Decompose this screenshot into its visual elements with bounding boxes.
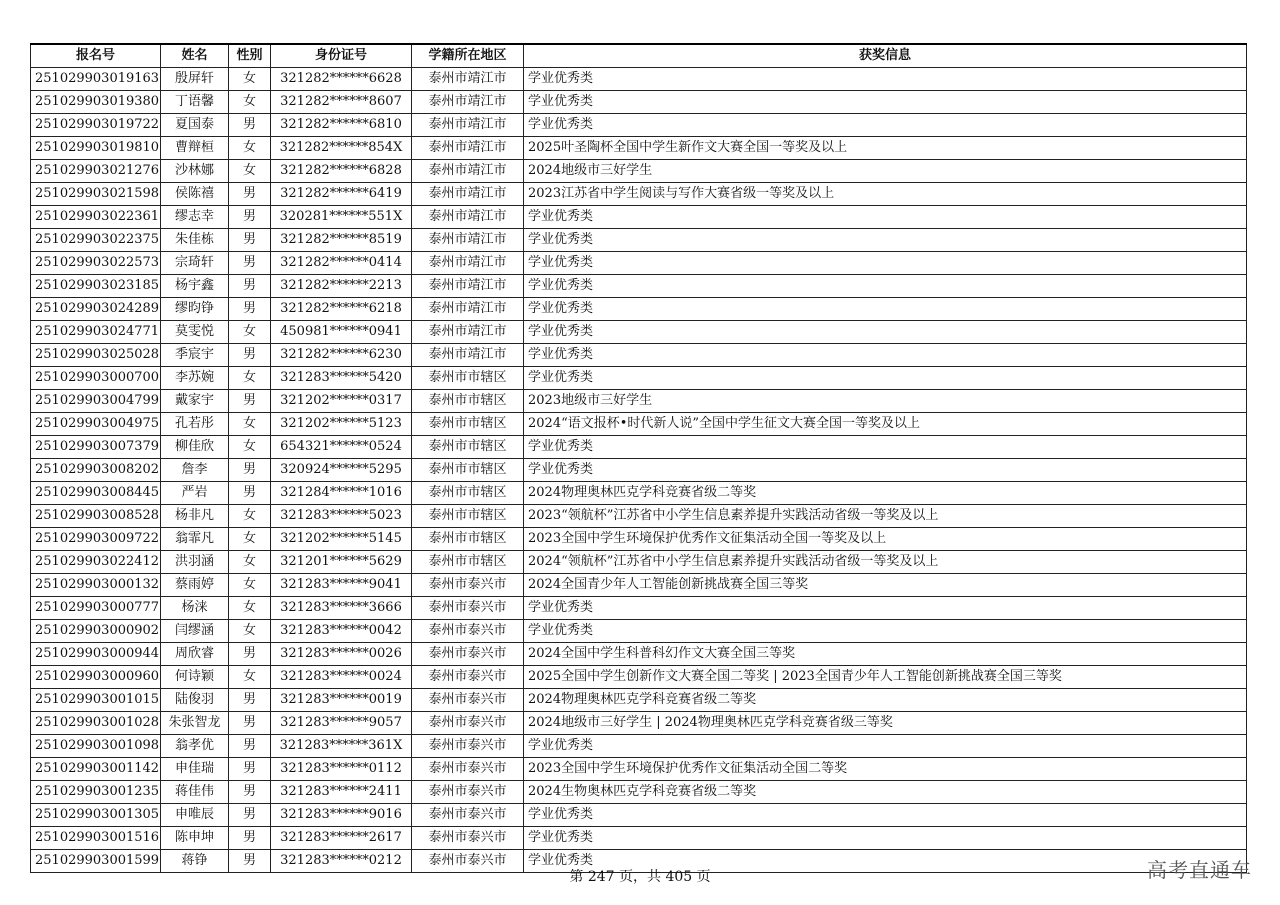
id-number-cell: 321283******0024 xyxy=(271,666,412,689)
name-cell: 杨非凡 xyxy=(161,505,229,528)
award-info-cell: 学业优秀类 xyxy=(524,229,1247,252)
school-region-cell: 泰州市市辖区 xyxy=(412,413,524,436)
school-region-cell: 泰州市泰兴市 xyxy=(412,758,524,781)
table-row xyxy=(31,229,1247,252)
gender-cell: 女 xyxy=(229,137,271,160)
gender-cell: 男 xyxy=(229,252,271,275)
name-cell: 曹辩桓 xyxy=(161,137,229,160)
table-row xyxy=(31,68,1247,91)
school-region-cell: 泰州市市辖区 xyxy=(412,551,524,574)
award-info-cell: 2023“领航杯”江苏省中小学生信息素养提升实践活动省级一等奖及以上 xyxy=(524,505,1247,528)
name-cell: 夏国泰 xyxy=(161,114,229,137)
header-registration-number: 报名号 xyxy=(31,44,161,68)
id-number-cell: 321282******6628 xyxy=(271,68,412,91)
table-row xyxy=(31,183,1247,206)
award-info-cell: 2024生物奥林匹克学科竞赛省级二等奖 xyxy=(524,781,1247,804)
registration-number-cell: 251029903025028 xyxy=(31,344,161,367)
school-region-cell: 泰州市市辖区 xyxy=(412,367,524,390)
id-number-cell: 321283******3666 xyxy=(271,597,412,620)
table-row xyxy=(31,827,1247,850)
name-cell: 宗琦轩 xyxy=(161,252,229,275)
table-row xyxy=(31,275,1247,298)
award-info-cell: 学业优秀类 xyxy=(524,827,1247,850)
award-info-cell: 2025全国中学生创新作文大赛全国二等奖 | 2023全国青少年人工智能创新挑战赛全国三等奖 xyxy=(524,666,1247,689)
gender-cell: 女 xyxy=(229,597,271,620)
registration-number-cell: 251029903019722 xyxy=(31,114,161,137)
name-cell: 季宸宇 xyxy=(161,344,229,367)
gender-cell: 男 xyxy=(229,183,271,206)
registration-number-cell: 251029903001516 xyxy=(31,827,161,850)
award-info-cell: 学业优秀类 xyxy=(524,206,1247,229)
id-number-cell: 321201******5629 xyxy=(271,551,412,574)
registration-number-cell: 251029903024771 xyxy=(31,321,161,344)
gender-cell: 男 xyxy=(229,390,271,413)
gender-cell: 女 xyxy=(229,551,271,574)
gender-cell: 女 xyxy=(229,574,271,597)
gender-cell: 男 xyxy=(229,229,271,252)
award-info-cell: 2023地级市三好学生 xyxy=(524,390,1247,413)
name-cell: 莫雯悦 xyxy=(161,321,229,344)
registration-number-cell: 251029903000960 xyxy=(31,666,161,689)
id-number-cell: 321282******6810 xyxy=(271,114,412,137)
school-region-cell: 泰州市市辖区 xyxy=(412,459,524,482)
registration-number-cell: 251029903000944 xyxy=(31,643,161,666)
gender-cell: 男 xyxy=(229,643,271,666)
id-number-cell: 321202******5145 xyxy=(271,528,412,551)
school-region-cell: 泰州市靖江市 xyxy=(412,344,524,367)
table-row xyxy=(31,712,1247,735)
registration-number-cell: 251029903001142 xyxy=(31,758,161,781)
school-region-cell: 泰州市泰兴市 xyxy=(412,620,524,643)
registration-number-cell: 251029903023185 xyxy=(31,275,161,298)
registration-number-cell: 251029903022573 xyxy=(31,252,161,275)
award-info-cell: 2024全国青少年人工智能创新挑战赛全国三等奖 xyxy=(524,574,1247,597)
school-region-cell: 泰州市泰兴市 xyxy=(412,712,524,735)
header-name: 姓名 xyxy=(161,44,229,68)
name-cell: 朱张智龙 xyxy=(161,712,229,735)
table-row xyxy=(31,804,1247,827)
school-region-cell: 泰州市靖江市 xyxy=(412,160,524,183)
header-school-region: 学籍所在地区 xyxy=(412,44,524,68)
table-row xyxy=(31,666,1247,689)
award-info-cell: 学业优秀类 xyxy=(524,597,1247,620)
school-region-cell: 泰州市市辖区 xyxy=(412,436,524,459)
name-cell: 殷屏轩 xyxy=(161,68,229,91)
table-row xyxy=(31,252,1247,275)
registration-number-cell: 251029903000700 xyxy=(31,367,161,390)
table-row xyxy=(31,620,1247,643)
award-info-cell: 学业优秀类 xyxy=(524,252,1247,275)
id-number-cell: 321282******854X xyxy=(271,137,412,160)
table-row xyxy=(31,689,1247,712)
id-number-cell: 321283******5420 xyxy=(271,367,412,390)
id-number-cell: 321282******6230 xyxy=(271,344,412,367)
header-gender: 性别 xyxy=(229,44,271,68)
award-info-cell: 学业优秀类 xyxy=(524,735,1247,758)
table-row xyxy=(31,574,1247,597)
id-number-cell: 321283******0026 xyxy=(271,643,412,666)
award-info-cell: 学业优秀类 xyxy=(524,804,1247,827)
gender-cell: 男 xyxy=(229,735,271,758)
gender-cell: 男 xyxy=(229,206,271,229)
registration-number-cell: 251029903022361 xyxy=(31,206,161,229)
registration-number-cell: 251029903019380 xyxy=(31,91,161,114)
gender-cell: 女 xyxy=(229,367,271,390)
award-info-cell: 2023江苏省中学生阅读与写作大赛省级一等奖及以上 xyxy=(524,183,1247,206)
school-region-cell: 泰州市靖江市 xyxy=(412,252,524,275)
registration-number-cell: 251029903001028 xyxy=(31,712,161,735)
registration-number-cell: 251029903000777 xyxy=(31,597,161,620)
gender-cell: 男 xyxy=(229,275,271,298)
gender-cell: 男 xyxy=(229,459,271,482)
gender-cell: 女 xyxy=(229,620,271,643)
name-cell: 闫缪涵 xyxy=(161,620,229,643)
name-cell: 洪羽涵 xyxy=(161,551,229,574)
registration-number-cell: 251029903009722 xyxy=(31,528,161,551)
award-info-cell: 学业优秀类 xyxy=(524,459,1247,482)
table-row xyxy=(31,459,1247,482)
name-cell: 严岩 xyxy=(161,482,229,505)
award-info-cell: 学业优秀类 xyxy=(524,91,1247,114)
table-row xyxy=(31,321,1247,344)
registration-number-cell: 251029903008528 xyxy=(31,505,161,528)
id-number-cell: 320281******551X xyxy=(271,206,412,229)
name-cell: 陈申坤 xyxy=(161,827,229,850)
school-region-cell: 泰州市靖江市 xyxy=(412,206,524,229)
id-number-cell: 321283******9041 xyxy=(271,574,412,597)
award-info-cell: 学业优秀类 xyxy=(524,68,1247,91)
gender-cell: 男 xyxy=(229,804,271,827)
gender-cell: 女 xyxy=(229,436,271,459)
table-row xyxy=(31,528,1247,551)
page-number: 第 247 页，共 405 页 xyxy=(569,869,711,885)
id-number-cell: 654321******0524 xyxy=(271,436,412,459)
name-cell: 杨宇鑫 xyxy=(161,275,229,298)
registration-number-cell: 251029903001599 xyxy=(31,850,161,873)
watermark-text: 高考直通车 xyxy=(1147,858,1252,882)
table-row xyxy=(31,482,1247,505)
name-cell: 周欣睿 xyxy=(161,643,229,666)
registration-number-cell: 251029903024289 xyxy=(31,298,161,321)
table-row xyxy=(31,781,1247,804)
name-cell: 陆俊羽 xyxy=(161,689,229,712)
registration-number-cell: 251029903001098 xyxy=(31,735,161,758)
registration-number-cell: 251029903008202 xyxy=(31,459,161,482)
name-cell: 沙林娜 xyxy=(161,160,229,183)
award-info-cell: 学业优秀类 xyxy=(524,367,1247,390)
award-info-cell: 学业优秀类 xyxy=(524,850,1247,873)
award-info-cell: 2024“领航杯”江苏省中小学生信息素养提升实践活动省级一等奖及以上 xyxy=(524,551,1247,574)
gender-cell: 女 xyxy=(229,321,271,344)
table-row xyxy=(31,114,1247,137)
name-cell: 翁孝优 xyxy=(161,735,229,758)
award-info-cell: 2025叶圣陶杯全国中学生新作文大赛全国一等奖及以上 xyxy=(524,137,1247,160)
id-number-cell: 321282******6828 xyxy=(271,160,412,183)
id-number-cell: 320924******5295 xyxy=(271,459,412,482)
id-number-cell: 321283******361X xyxy=(271,735,412,758)
id-number-cell: 321282******6218 xyxy=(271,298,412,321)
school-region-cell: 泰州市泰兴市 xyxy=(412,666,524,689)
name-cell: 李苏婉 xyxy=(161,367,229,390)
school-region-cell: 泰州市靖江市 xyxy=(412,298,524,321)
id-number-cell: 321283******2411 xyxy=(271,781,412,804)
gender-cell: 男 xyxy=(229,758,271,781)
id-number-cell: 321282******8519 xyxy=(271,229,412,252)
school-region-cell: 泰州市泰兴市 xyxy=(412,781,524,804)
table-body xyxy=(31,68,1247,873)
award-info-cell: 2024“语文报杯•时代新人说”全国中学生征文大赛全国一等奖及以上 xyxy=(524,413,1247,436)
school-region-cell: 泰州市市辖区 xyxy=(412,528,524,551)
school-region-cell: 泰州市泰兴市 xyxy=(412,827,524,850)
table-row xyxy=(31,344,1247,367)
table-row xyxy=(31,160,1247,183)
name-cell: 朱佳栋 xyxy=(161,229,229,252)
name-cell: 蔡雨婷 xyxy=(161,574,229,597)
gender-cell: 男 xyxy=(229,850,271,873)
table-row xyxy=(31,413,1247,436)
name-cell: 蒋佳伟 xyxy=(161,781,229,804)
header-id-number: 身份证号 xyxy=(271,44,412,68)
award-info-cell: 学业优秀类 xyxy=(524,298,1247,321)
school-region-cell: 泰州市泰兴市 xyxy=(412,597,524,620)
registration-number-cell: 251029903001235 xyxy=(31,781,161,804)
registration-number-cell: 251029903000132 xyxy=(31,574,161,597)
registration-number-cell: 251029903001305 xyxy=(31,804,161,827)
table-row xyxy=(31,298,1247,321)
id-number-cell: 321282******0414 xyxy=(271,252,412,275)
results-table xyxy=(30,43,1247,873)
id-number-cell: 321283******9016 xyxy=(271,804,412,827)
table-row xyxy=(31,390,1247,413)
id-number-cell: 321283******0019 xyxy=(271,689,412,712)
table-row xyxy=(31,643,1247,666)
school-region-cell: 泰州市泰兴市 xyxy=(412,735,524,758)
registration-number-cell: 251029903022412 xyxy=(31,551,161,574)
school-region-cell: 泰州市市辖区 xyxy=(412,482,524,505)
name-cell: 柳佳欣 xyxy=(161,436,229,459)
id-number-cell: 321202******5123 xyxy=(271,413,412,436)
registration-number-cell: 251029903000902 xyxy=(31,620,161,643)
header-award-info: 获奖信息 xyxy=(524,44,1247,68)
school-region-cell: 泰州市市辖区 xyxy=(412,390,524,413)
gender-cell: 男 xyxy=(229,482,271,505)
school-region-cell: 泰州市泰兴市 xyxy=(412,804,524,827)
registration-number-cell: 251029903004799 xyxy=(31,390,161,413)
name-cell: 戴家宇 xyxy=(161,390,229,413)
id-number-cell: 321284******1016 xyxy=(271,482,412,505)
registration-number-cell: 251029903007379 xyxy=(31,436,161,459)
award-info-cell: 2024地级市三好学生 xyxy=(524,160,1247,183)
award-info-cell: 2024物理奥林匹克学科竞赛省级二等奖 xyxy=(524,689,1247,712)
gender-cell: 女 xyxy=(229,505,271,528)
gender-cell: 女 xyxy=(229,413,271,436)
school-region-cell: 泰州市靖江市 xyxy=(412,321,524,344)
registration-number-cell: 251029903004975 xyxy=(31,413,161,436)
name-cell: 蒋铮 xyxy=(161,850,229,873)
name-cell: 侯陈禧 xyxy=(161,183,229,206)
name-cell: 申唯辰 xyxy=(161,804,229,827)
gender-cell: 男 xyxy=(229,344,271,367)
award-info-cell: 学业优秀类 xyxy=(524,436,1247,459)
id-number-cell: 321283******5023 xyxy=(271,505,412,528)
name-cell: 丁语馨 xyxy=(161,91,229,114)
award-info-cell: 学业优秀类 xyxy=(524,620,1247,643)
gender-cell: 女 xyxy=(229,68,271,91)
name-cell: 詹李 xyxy=(161,459,229,482)
id-number-cell: 321283******2617 xyxy=(271,827,412,850)
school-region-cell: 泰州市靖江市 xyxy=(412,91,524,114)
id-number-cell: 321283******0042 xyxy=(271,620,412,643)
award-info-cell: 学业优秀类 xyxy=(524,321,1247,344)
gender-cell: 男 xyxy=(229,689,271,712)
gender-cell: 女 xyxy=(229,528,271,551)
gender-cell: 男 xyxy=(229,827,271,850)
school-region-cell: 泰州市靖江市 xyxy=(412,275,524,298)
name-cell: 何诗颖 xyxy=(161,666,229,689)
gender-cell: 男 xyxy=(229,114,271,137)
award-info-cell: 2024物理奥林匹克学科竞赛省级二等奖 xyxy=(524,482,1247,505)
registration-number-cell: 251029903021598 xyxy=(31,183,161,206)
id-number-cell: 321282******2213 xyxy=(271,275,412,298)
gender-cell: 女 xyxy=(229,666,271,689)
table-header-row xyxy=(31,44,1247,68)
registration-number-cell: 251029903022375 xyxy=(31,229,161,252)
registration-number-cell: 251029903019810 xyxy=(31,137,161,160)
award-info-cell: 学业优秀类 xyxy=(524,275,1247,298)
school-region-cell: 泰州市靖江市 xyxy=(412,183,524,206)
school-region-cell: 泰州市泰兴市 xyxy=(412,574,524,597)
school-region-cell: 泰州市泰兴市 xyxy=(412,850,524,873)
award-info-cell: 学业优秀类 xyxy=(524,344,1247,367)
table-row xyxy=(31,735,1247,758)
table-row xyxy=(31,758,1247,781)
id-number-cell: 321283******0112 xyxy=(271,758,412,781)
name-cell: 缪志幸 xyxy=(161,206,229,229)
id-number-cell: 321283******9057 xyxy=(271,712,412,735)
gender-cell: 男 xyxy=(229,298,271,321)
gender-cell: 女 xyxy=(229,91,271,114)
name-cell: 翁霏凡 xyxy=(161,528,229,551)
award-info-cell: 学业优秀类 xyxy=(524,114,1247,137)
table-row xyxy=(31,137,1247,160)
table-row xyxy=(31,505,1247,528)
gender-cell: 男 xyxy=(229,712,271,735)
table-row xyxy=(31,91,1247,114)
name-cell: 缪昀铮 xyxy=(161,298,229,321)
id-number-cell: 321202******0317 xyxy=(271,390,412,413)
id-number-cell: 450981******0941 xyxy=(271,321,412,344)
school-region-cell: 泰州市靖江市 xyxy=(412,68,524,91)
gender-cell: 男 xyxy=(229,781,271,804)
school-region-cell: 泰州市靖江市 xyxy=(412,229,524,252)
registration-number-cell: 251029903001015 xyxy=(31,689,161,712)
award-info-cell: 2023全国中学生环境保护优秀作文征集活动全国二等奖 xyxy=(524,758,1247,781)
name-cell: 孔若彤 xyxy=(161,413,229,436)
registration-number-cell: 251029903019163 xyxy=(31,68,161,91)
school-region-cell: 泰州市泰兴市 xyxy=(412,689,524,712)
name-cell: 杨涞 xyxy=(161,597,229,620)
id-number-cell: 321282******6419 xyxy=(271,183,412,206)
table-row xyxy=(31,597,1247,620)
award-info-cell: 2024全国中学生科普科幻作文大赛全国三等奖 xyxy=(524,643,1247,666)
gender-cell: 女 xyxy=(229,160,271,183)
award-info-cell: 2023全国中学生环境保护优秀作文征集活动全国一等奖及以上 xyxy=(524,528,1247,551)
school-region-cell: 泰州市靖江市 xyxy=(412,137,524,160)
school-region-cell: 泰州市泰兴市 xyxy=(412,643,524,666)
id-number-cell: 321283******0212 xyxy=(271,850,412,873)
name-cell: 申佳瑞 xyxy=(161,758,229,781)
school-region-cell: 泰州市市辖区 xyxy=(412,505,524,528)
table-row xyxy=(31,436,1247,459)
id-number-cell: 321282******8607 xyxy=(271,91,412,114)
registration-number-cell: 251029903021276 xyxy=(31,160,161,183)
table-row xyxy=(31,551,1247,574)
table-row xyxy=(31,367,1247,390)
table-row xyxy=(31,206,1247,229)
award-info-cell: 2024地级市三好学生 | 2024物理奥林匹克学科竞赛省级三等奖 xyxy=(524,712,1247,735)
registration-number-cell: 251029903008445 xyxy=(31,482,161,505)
school-region-cell: 泰州市靖江市 xyxy=(412,114,524,137)
